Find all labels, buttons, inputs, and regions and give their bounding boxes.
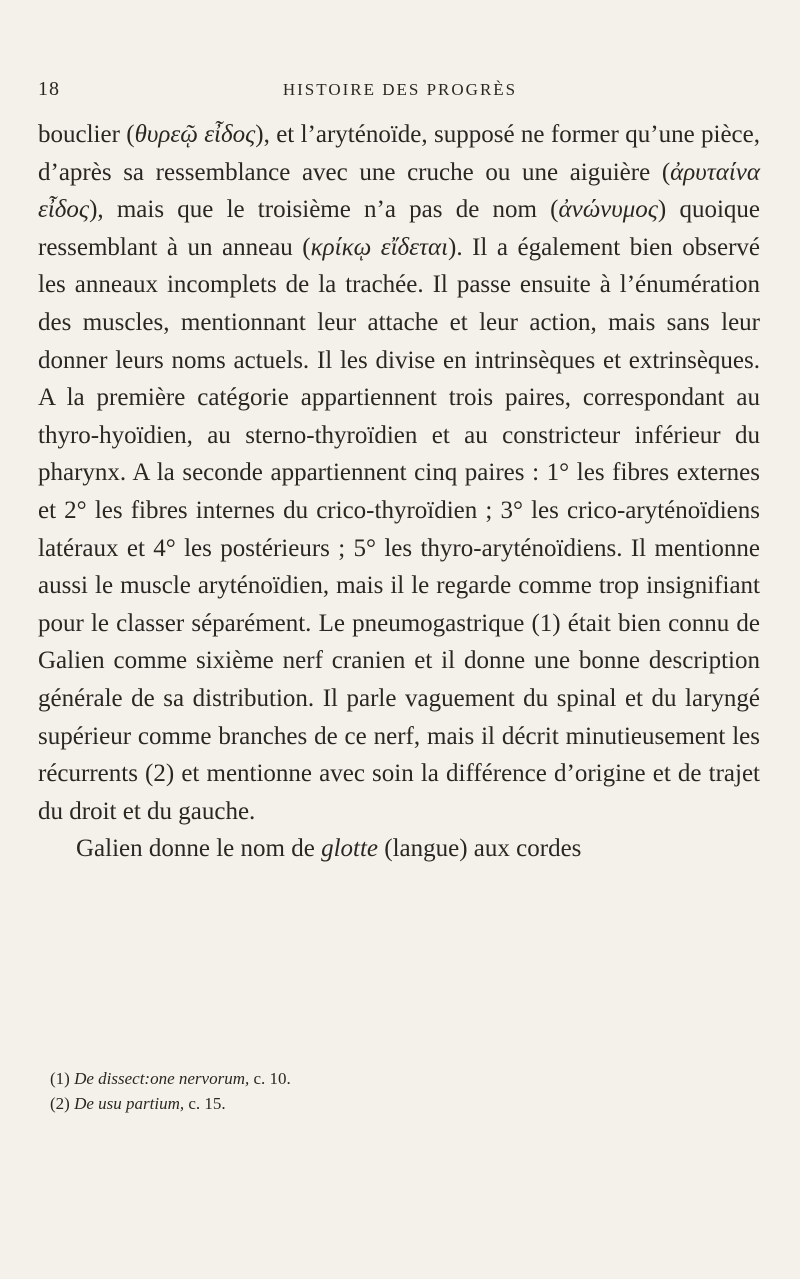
text-run: ). Il a également bien observé les anneaux incomplets de la trachée. Il passe ensuite à l’énumération des muscles, mentionnant leur attache et leur action, mais sans leur donner leurs noms actuels. Il les divise en intrinsèques et extrinsèques. A la première catégorie appartiennent trois paires, correspondant au thyro-hyoïdien, au sterno-thyroïdien et au constricteur inférieur du pharynx. A la seconde appartiennent cinq paires : 1° les fibres externes et 2° les fibres internes du crico-thyroïdien ; 3° les crico-aryténoïdiens latéraux et 4° les postérieurs ; 5° les thyro-aryténoïdiens. Il mentionne aussi le muscle aryténoïdien, mais il le regarde comme trop insignifiant pour le classer séparément. Le pneumogastrique (1) était bien connu de Galien comme sixième nerf cranien et il donne une bonne description générale de sa distribution. Il parle vaguement du spinal et du laryngé supérieur comme branches de ce nerf, mais il décrit minutieusement les récurrents (2) et mentionne avec soin la différence d’origine et de trajet du droit et du gauche. [38,233,761,825]
page-number: 18 [38,78,60,100]
italic-term: glotte [321,835,379,863]
text-run: (langue) aux cordes [378,835,582,863]
footnote-title: De usu partium, [74,1094,185,1113]
footnote-ref: c. 10. [249,1069,291,1088]
footnote-ref: c. 15. [184,1094,226,1113]
greek-term: κρίκῳ εἴδεται [310,233,449,261]
footnote-mark: (1) [50,1069,75,1088]
paragraph-2 [38,830,760,868]
footnote-1 [50,1066,750,1091]
text-run: ), et l’aryténoïde, supposé ne former qu’une pièce, d’après sa ressemblance avec une cruche ou une aiguière ( [38,121,761,186]
text-run: ), mais que le troisième n’a pas de nom ( [89,196,559,224]
footnote-mark: (2) [50,1094,75,1113]
greek-term: ἀνώνυμος [558,196,658,224]
page-header [0,78,800,104]
footnote-title: De dissect:one nervorum, [74,1069,250,1088]
greek-term: ἀρυταίνα εἶδος [38,158,760,224]
text-run: Galien donne le nom de [76,835,322,863]
text-run: ) quoique ressemblant à un anneau ( [38,196,760,261]
running-head: HISTOIRE DES PROGRÈS [282,80,518,99]
paragraph-1 [38,116,760,830]
text-run: bouclier ( [38,121,135,148]
footnote-2 [50,1091,750,1116]
greek-term: θυρεῷ εἶδος [134,121,256,148]
footnotes [50,1066,750,1116]
body-text [38,116,760,868]
